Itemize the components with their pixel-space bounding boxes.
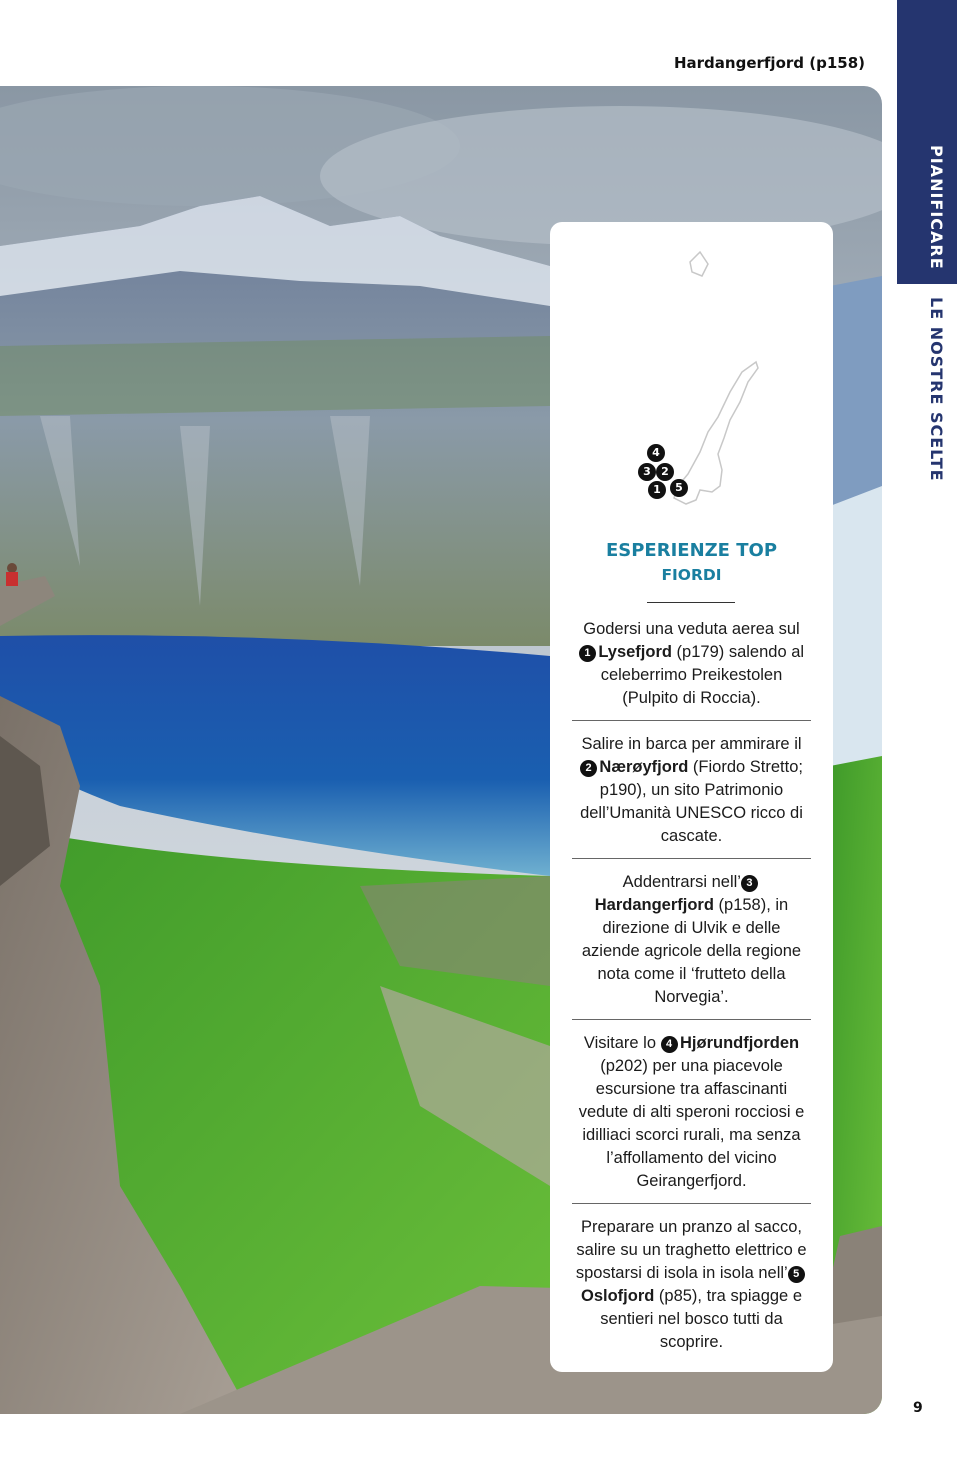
photo-caption: Hardangerfjord (p158) bbox=[673, 54, 865, 72]
panel-subtitle: FIORDI bbox=[661, 566, 722, 584]
experience-list bbox=[572, 618, 811, 1376]
item-text: Preparare un pranzo al sacco, salire su un traghetto elettrico e spostarsi di isola in isola nell’ bbox=[575, 1218, 807, 1282]
map-marker-1: 1 bbox=[648, 481, 666, 499]
item-text: (p158), in direzione di Ulvik e delle aziende agricole della regione nota come il ‘frutteto della Norvegia’. bbox=[581, 896, 802, 1006]
item-text: Addentrarsi nell’ bbox=[622, 873, 741, 891]
item-text: (p179) salendo al celeberrimo Preikestolen (Pulpito di Roccia). bbox=[600, 643, 805, 707]
item-text: (Fiordo Stretto; p190), un sito Patrimonio dell’Umanità UNESCO ricco di cascate. bbox=[580, 758, 803, 845]
experience-item bbox=[572, 1032, 811, 1204]
experience-item bbox=[572, 618, 811, 721]
map-marker-5: 5 bbox=[670, 479, 688, 497]
map-marker-3: 3 bbox=[638, 463, 656, 481]
number-badge: 4 bbox=[661, 1036, 678, 1053]
item-text: Visitare lo bbox=[583, 1034, 661, 1052]
number-badge: 5 bbox=[788, 1266, 805, 1283]
page-number: 9 bbox=[913, 1400, 923, 1416]
number-badge: 3 bbox=[741, 875, 758, 892]
map-marker-2: 2 bbox=[656, 463, 674, 481]
title-divider bbox=[647, 602, 735, 603]
fjord-name: Hardangerfjord bbox=[594, 896, 714, 914]
item-text: Godersi una veduta aerea sul bbox=[583, 620, 800, 638]
number-badge: 2 bbox=[580, 760, 597, 777]
section-tab-label: PIANIFICARE bbox=[927, 145, 946, 270]
top-experiences-panel bbox=[550, 222, 833, 1372]
experience-item bbox=[572, 871, 811, 1020]
panel-title: ESPERIENZE TOP bbox=[605, 540, 778, 561]
section-subtitle: LE NOSTRE SCELTE bbox=[927, 297, 946, 482]
number-badge: 1 bbox=[579, 645, 596, 662]
panel-heading bbox=[550, 538, 833, 586]
fjord-name: Hjørundfjorden bbox=[679, 1034, 800, 1052]
fjord-name: Oslofjord bbox=[580, 1287, 655, 1305]
fjord-name: Lysefjord bbox=[598, 643, 672, 661]
item-text: (p202) per una piacevole escursione tra affascinanti vedute di alti speroni rocciosi e idilliaci scorci rurali, ma senza l’affollamento del vicino Geirangerfjord. bbox=[578, 1057, 805, 1190]
map-marker-4: 4 bbox=[647, 444, 665, 462]
item-text: (p85), tra spiagge e sentieri nel bosco tutti da scoprire. bbox=[600, 1287, 802, 1351]
item-text: Salire in barca per ammirare il bbox=[581, 735, 802, 753]
experience-item bbox=[572, 1216, 811, 1364]
experience-item bbox=[572, 733, 811, 859]
fjord-name: Nærøyfjord bbox=[599, 758, 689, 776]
